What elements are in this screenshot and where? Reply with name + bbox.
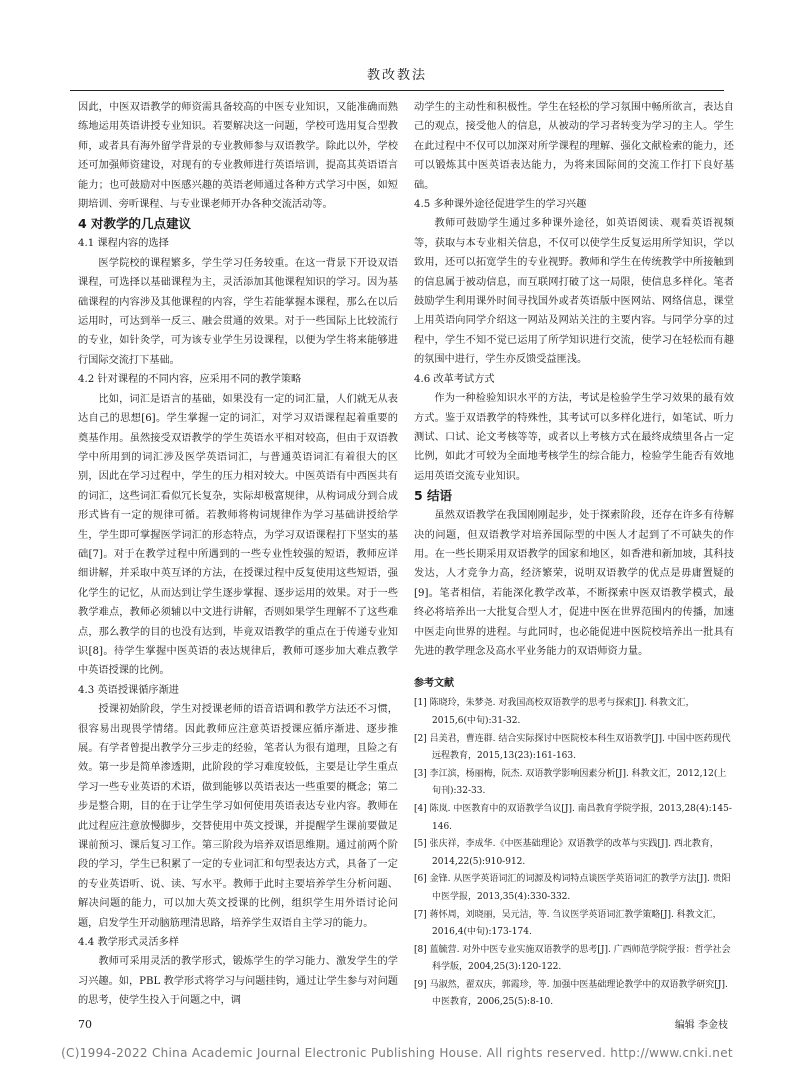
page-number: 70 (78, 1018, 92, 1031)
reference-item: [8] 蓝毓营. 对外中医专业实施双语教学的思考[J]. 广西师范学院学报：哲学社会科学版，2004,25(3):120-122. (414, 944, 731, 973)
subsection-4-5-heading: 4.5 多种课外途径促进学生的学习兴趣 (414, 199, 587, 211)
right-column (414, 98, 734, 1035)
section-4-heading: 4 对教学的几点建议 (78, 216, 192, 232)
subsection-4-1-body: 医学院校的课程繁多，学生学习任务较重。在这一背景下开设双语课程，可选择以基础课程为主，灵活添加其他课程知识的学习。因为基础课程的内容涉及其他课程的内容，学生若能掌握本课程，那么在以后运用时，可达到举一反三、融会贯通的效果。对于一些国际上比较流行的专业，如针灸学，可为该专业学生另设课程，以便为学生将来能够进行国际交流打下基础。 (78, 257, 398, 366)
subsection-4-4-body: 教师可采用灵活的教学形式，锻炼学生的学习能力、激发学生的学习兴趣。如，PBL 教学形式将学习与问题挂钩，通过让学生参与对问题的思考，使学生投入于问题之中，调 (78, 956, 398, 1007)
section-5-body: 虽然双语教学在我国刚刚起步，处于探索阶段，还存在许多有待解决的问题，但双语教学对培养国际型的中医人才起到了不可缺失的作用。在一些长期采用双语教学的国家和地区，如香港和新加坡，其科技发达，人才竞争力高，经济繁荣，说明双语教学的优点是毋庸置疑的[9]。笔者相信，若能深化教学改革，不断探索中医双语教学模式，最终必将培养出一大批复合型人才，促进中医在世界范围内的传播，加速中医走向世界的进程。与此同时，也必能促进中医院校培养出一批具有先进的教学理念及高水平业务能力的双语师资力量。 (414, 510, 734, 657)
reference-item: [5] 张庆祥，李成华.《中医基础理论》双语教学的改革与实践[J]. 西北教育，2014,22(5):910-912. (414, 839, 719, 867)
intro-paragraph: 因此，中医双语教学的师资需具备较高的中医专业知识，又能准确而熟练地运用英语讲授专业知识。若要解决这一问题，学校可选用复合型教师，或者具有海外留学背景的专业教师参与双语教学。除此以外，学校还可加强师资建设，对现有的专业教师进行英语培训，提高其英语语言能力；也可鼓励对中医感兴趣的英语老师通过各种方式学习中医，如短期培训、旁听课程、与专业课老师开办各种交流活动等。 (78, 102, 398, 211)
reference-item: [3] 李江滨，杨丽梅，阮杰. 双语教学影响因素分析[J]. 科教文汇，2012,12(上旬刊):32-33. (414, 768, 727, 797)
copyright-footer: (C)1994-2022 China Academic Journal Electronic Publishing House. All rights reserved. http://www.cnki.net (61, 1046, 733, 1060)
reference-item: [4] 陈岚. 中医教育中的双语教学刍议[J]. 南昌教育学院学报，2013,28(4):145-146. (414, 803, 732, 832)
editor-credit: 编辑 李金枝 (674, 1020, 728, 1032)
subsection-4-6-heading: 4.6 改革考试方式 (414, 373, 495, 385)
reference-item: [6] 金锋. 从医学英语词汇的词源及构词特点谈医学英语词汇的教学方法[J]. 贵阳中医学报，2013,35(4):330-332. (414, 874, 731, 902)
reference-list (414, 695, 734, 1012)
subsection-4-3-body: 授课初始阶段，学生对授课老师的语音语调和教学方法还不习惯，很容易出现畏学情绪。因此教师应注意英语授课应循序渐进、逐步推展。有学者曾提出教学分三步走的经验，笔者认为很有道理，且险之有效。第一步是简单渗透期，此阶段的学习难度较低，主要是让学生重点学习一些专业英语的术语，做到能够以英语表达一些重要的概念；第二步是整合期，目的在于让学生学习如何使用英语表达专业内容。教师在此过程应注意放慢脚步，交替使用中英文授课，并提醒学生课前要做足课前预习、课后复习工作。第三阶段为培养双语思维期。通过前两个阶段的学习，学生已积累了一定的专业词汇和句型表达方式，具备了一定的专业英语听、说、读、写水平。教师于此时主要培养学生分析问题、解决问题的能力，可以加大英文授课的比例，组织学生用外语讨论问题，启发学生开动脑筋理清思路，培养学生双语自主学习的能力。 (78, 704, 398, 929)
subsection-4-6-body: 作为一种检验知识水平的方法，考试是检验学生学习效果的最有效方式。鉴于双语教学的特殊性，其考试可以多样化进行，如笔试、听力测试、口试、论文考核等等，或者以上考核方式在最终成绩里各占一定比例，如此才可较为全面地考核学生的综合能力，检验学生能否有效地运用英语交流专业知识。 (414, 393, 734, 482)
reference-item: [9] 马淑然，翟双庆，郭霞珍，等. 加强中医基础理论教学中的双语教学研究[J]. 中医教育，2006,25(5):8-10. (414, 979, 728, 1008)
subsection-4-2-heading: 4.2 针对课程的不同内容，应采用不同的教学策略 (78, 374, 302, 386)
reference-item: [1] 陈晓玲，朱梦尧. 对我国高校双语教学的思考与探索[J]. 科教文汇，2015,6(中旬):31-32. (414, 698, 695, 726)
subsection-4-5-body: 教师可鼓励学生通过多种课外途径，如英语阅读、观看英语视频等，获取与本专业相关信息，不仅可以使学生反复运用所学知识，学以致用，还可以拓宽学生的专业视野。教师和学生在传统教学中所接触到的信息属于被动信息，而互联网打破了这一局限，使信息多样化。笔者鼓励学生利用课外时间寻找国外或者英语版中医网站、网络信息，课堂上用英语向同学介绍这一网站及网站关注的主要内容。与同学分享的过程中，学生不知不觉已运用了所学知识进行交流，使学习在轻松而有趣的氛围中进行，学生亦反馈受益匪浅。 (414, 218, 734, 366)
reference-item: [7] 蒋怀周，刘晓丽，吴元洁，等. 刍议医学英语词汇教学策略[J]. 科教文汇，2016,4(中旬):173-174. (414, 909, 722, 938)
subsection-4-1-heading: 4.1 课程内容的选择 (78, 238, 169, 250)
left-column (78, 98, 398, 1011)
reference-item: [2] 吕美君，曹连群. 结合实际探讨中医院校本科生双语教学[J]. 中国中医药现代远程教育，2015,13(23):161-163. (414, 733, 731, 762)
subsection-4-3-heading: 4.3 英语授课循序渐进 (78, 684, 179, 696)
header-title: 教改教法 (366, 68, 427, 83)
references-heading: 参考文献 (414, 678, 454, 690)
subsection-4-2-body: 比如，词汇是语言的基础，如果没有一定的词汇量，人们就无从表达自己的思想[6]。学生掌握一定的词汇，对学习双语课程起着重要的奠基作用。虽然接受双语教学的学生英语水平相对较高，但由于双语教学中所用到的词汇涉及医学英语词汇，与普通英语词汇有着很大的区别，因此在学习过程中，学生的压力相对较大。中医英语有中西医共有的词汇，这些词汇看似冗长复杂，实际却极富规律，从构词成分到合成形式皆有一定的规律可循。若教师将构词规律作为学习基础讲授给学生，学生即可掌握医学词汇的形态特点，为学习双语课程打下坚实的基础[7]。对于在教学过程中所遇到的一些专业性较强的短语，教师应详细讲解，并采取中英互译的方法，在授课过程中反复使用这些短语，强化学生的记忆，从而达到让学生逐步掌握、逐步运用的效果。对于一些教学难点，教师必须辅以中文进行讲解，否则如果学生理解不了这些难点，那么教学的目的也没有达到，毕竟双语教学的重点在于传递专业知识[8]。待学生掌握中医英语的表达规律后，教师可逐步加大难点教学中英语授课的比例。 (78, 393, 398, 677)
section-5-heading: 5 结语 (414, 488, 453, 504)
running-header (70, 60, 724, 91)
subsection-4-4-heading: 4.4 教学形式灵活多样 (78, 937, 179, 949)
continued-paragraph: 动学生的主动性和积极性。学生在轻松的学习氛围中畅所欲言，表达自己的观点，接受他人的信息，从被动的学习者转变为学习的主人。学生在此过程中不仅可以加深对所学课程的理解、强化文献检索的能力，还可以锻炼其中医英语表达能力，为将来国际间的交流工作打下良好基础。 (414, 102, 734, 191)
